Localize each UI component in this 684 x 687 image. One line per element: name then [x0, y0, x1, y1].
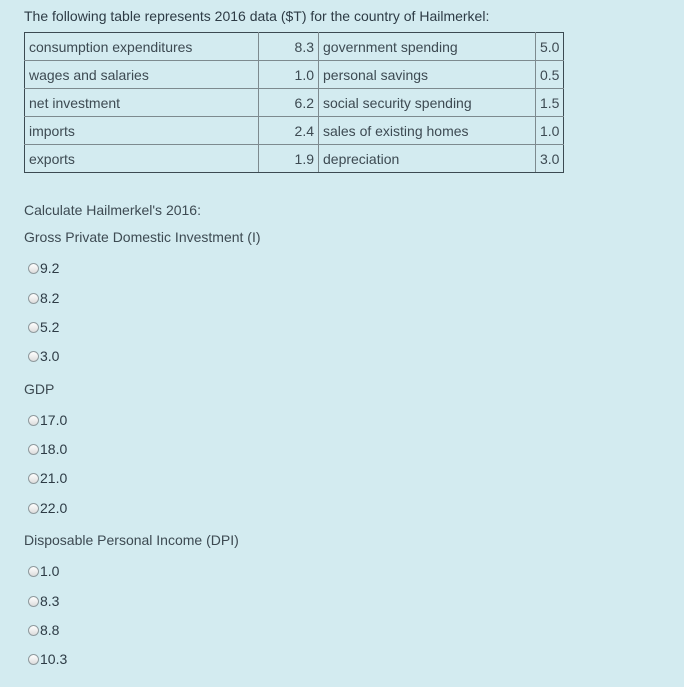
question-title-investment: Gross Private Domestic Investment (I)	[24, 229, 261, 245]
radio-option[interactable]	[28, 319, 59, 335]
table-row	[25, 61, 564, 89]
option-label: 1.0	[40, 563, 60, 579]
option-label: 17.0	[40, 412, 68, 428]
table-cell-value: 8.3	[259, 33, 319, 61]
prompt-text: Calculate Hailmerkel's 2016:	[24, 202, 201, 218]
radio-button[interactable]	[28, 596, 39, 607]
table-row	[25, 117, 564, 145]
radio-option[interactable]	[28, 412, 67, 428]
question-title-dpi: Disposable Personal Income (DPI)	[24, 532, 239, 548]
option-label: 8.8	[40, 622, 60, 638]
option-label: 8.3	[40, 593, 60, 609]
table-cell-value: 0.5	[536, 61, 564, 89]
table-cell-value: 2.4	[259, 117, 319, 145]
radio-option[interactable]	[28, 441, 67, 457]
table-row	[25, 33, 564, 61]
table-cell-label: personal savings	[319, 61, 536, 89]
radio-button[interactable]	[28, 625, 39, 636]
radio-button[interactable]	[28, 322, 39, 333]
radio-button[interactable]	[28, 566, 39, 577]
radio-option[interactable]	[28, 563, 59, 579]
radio-option[interactable]	[28, 651, 67, 667]
table-cell-label: government spending	[319, 33, 536, 61]
option-label: 22.0	[40, 500, 68, 516]
table-cell-value: 6.2	[259, 89, 319, 117]
table-cell-value: 1.0	[536, 117, 564, 145]
radio-button[interactable]	[28, 263, 39, 274]
option-label: 18.0	[40, 441, 68, 457]
radio-option[interactable]	[28, 260, 59, 276]
table-cell-label: exports	[25, 145, 259, 173]
table-cell-value: 5.0	[536, 33, 564, 61]
radio-option[interactable]	[28, 348, 59, 364]
table-cell-label: depreciation	[319, 145, 536, 173]
intro-text: The following table represents 2016 data ($T) for the country of Hailmerkel:	[24, 8, 490, 24]
option-label: 5.2	[40, 319, 60, 335]
radio-option[interactable]	[28, 622, 59, 638]
table-cell-label: sales of existing homes	[319, 117, 536, 145]
table-cell-value: 1.0	[259, 61, 319, 89]
radio-button[interactable]	[28, 415, 39, 426]
radio-button[interactable]	[28, 351, 39, 362]
radio-button[interactable]	[28, 293, 39, 304]
option-label: 8.2	[40, 290, 60, 306]
table-cell-label: imports	[25, 117, 259, 145]
radio-button[interactable]	[28, 503, 39, 514]
data-table	[24, 32, 564, 173]
table-cell-label: social security spending	[319, 89, 536, 117]
radio-button[interactable]	[28, 444, 39, 455]
radio-option[interactable]	[28, 593, 59, 609]
table-cell-label: wages and salaries	[25, 61, 259, 89]
table-row	[25, 145, 564, 173]
radio-option[interactable]	[28, 500, 67, 516]
table-row	[25, 89, 564, 117]
table-cell-value: 1.9	[259, 145, 319, 173]
table-cell-label: consumption expenditures	[25, 33, 259, 61]
radio-option[interactable]	[28, 290, 59, 306]
table-cell-label: net investment	[25, 89, 259, 117]
radio-button[interactable]	[28, 654, 39, 665]
question-title-gdp: GDP	[24, 381, 55, 397]
option-label: 10.3	[40, 651, 68, 667]
option-label: 21.0	[40, 470, 68, 486]
radio-button[interactable]	[28, 473, 39, 484]
table-cell-value: 3.0	[536, 145, 564, 173]
radio-option[interactable]	[28, 470, 67, 486]
table-cell-value: 1.5	[536, 89, 564, 117]
option-label: 9.2	[40, 260, 60, 276]
option-label: 3.0	[40, 348, 60, 364]
